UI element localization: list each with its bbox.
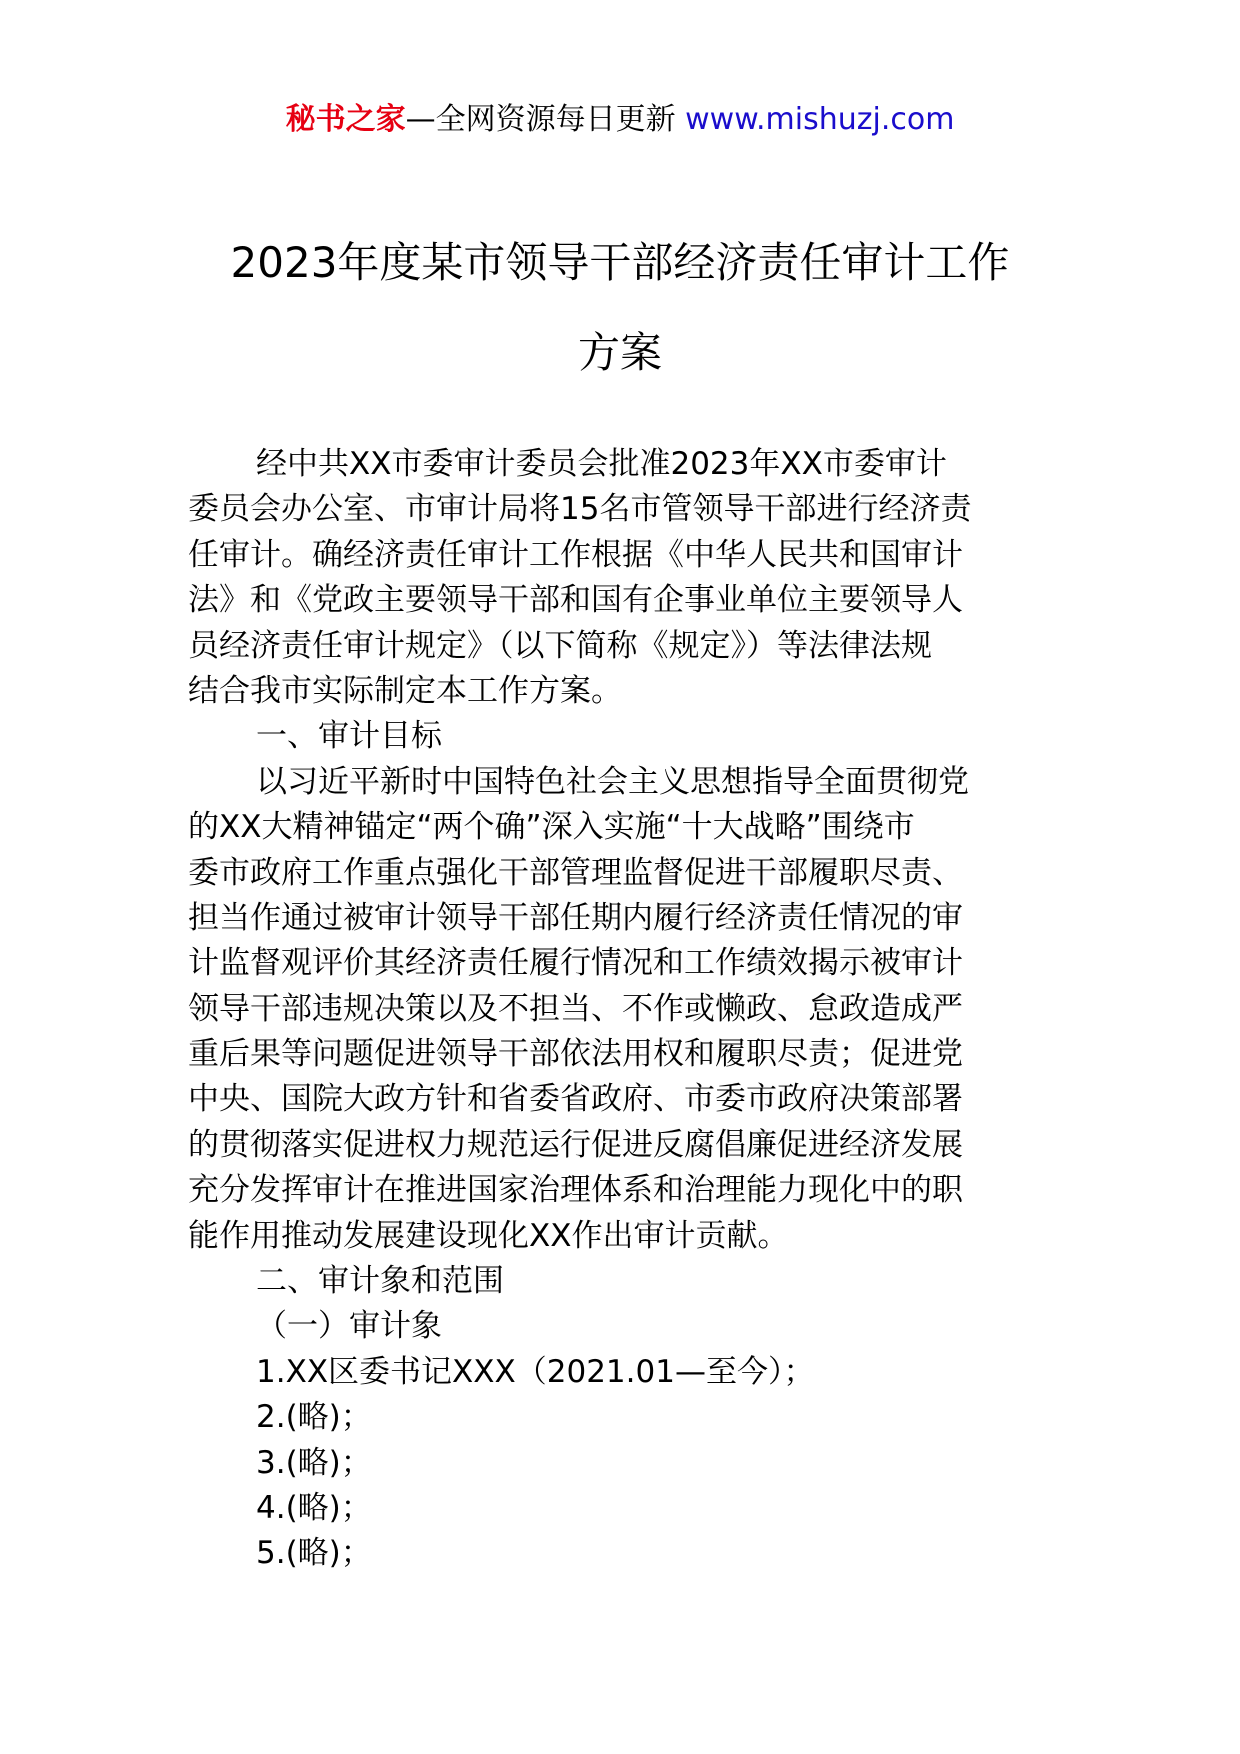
body-line: 4.(略)； [256,1489,372,1526]
site-tagline: —全网资源每日更新 [405,102,686,137]
body-line: 5.(略)； [256,1535,372,1572]
body-line: 经中共XX市委审计委员会批准2023年XX市委审计 [256,446,947,482]
body-line: 3.(略)； [256,1444,372,1481]
document-title-line-1: 2023年度某市领导干部经济责任审计工作 [230,238,1010,287]
body-line: 充分发挥审计在推进国家治理体系和治理能力现化中的职 [188,1172,963,1209]
site-brand: 秘书之家 [285,102,406,137]
body-line: 2.(略)； [256,1399,372,1436]
site-url-link[interactable]: www.mishuzj.com [685,102,955,137]
body-line: 领导干部违规决策以及不担当、不作或懒政、怠政造成严 [188,990,963,1027]
body-line: 结合我市实际制定本工作方案。 [188,672,622,709]
body-line: 的贯彻落实促进权力规范运行促进反腐倡廉促进经济发展 [188,1126,963,1163]
document-body [188,442,1068,1577]
body-line: 1.XX区委书记XXX（2021.01—至今）； [256,1353,815,1390]
body-line: 能作用推动发展建设现化XX作出审计贡献。 [188,1217,789,1254]
site-header [0,100,1240,140]
body-line: 法》和《党政主要领导干部和国有企事业单位主要领导人 [188,582,963,619]
body-line: 任审计。确经济责任审计工作根据《中华人民共和国审计 [188,536,963,573]
body-line: 担当作通过被审计领导干部任期内履行经济责任情况的审 [188,899,963,936]
document-title-line-2: 方案 [577,328,662,377]
body-line: 中央、国院大政方针和省委省政府、市委市政府决策部署 [188,1081,963,1118]
body-line: （一）审计象 [256,1308,442,1345]
body-line: 的XX大精神锚定“两个确”深入实施“十大战略”围绕市 [188,809,915,846]
body-line: 以习近平新时中国特色社会主义思想指导全面贯彻党 [256,763,969,800]
body-line: 二、审计象和范围 [256,1263,504,1300]
body-line: 计监督观评价其经济责任履行情况和工作绩效揭示被审计 [188,945,963,982]
body-line: 委员会办公室、市审计局将15名市管领导干部进行经济责 [188,491,972,528]
body-line: 一、审计目标 [256,718,442,755]
body-line: 员经济责任审计规定》（以下简称《规定》）等法律法规 [188,627,932,664]
body-line: 委市政府工作重点强化干部管理监督促进干部履职尽责、 [188,854,963,891]
body-line: 重后果等问题促进领导干部依法用权和履职尽责；促进党 [188,1036,963,1073]
